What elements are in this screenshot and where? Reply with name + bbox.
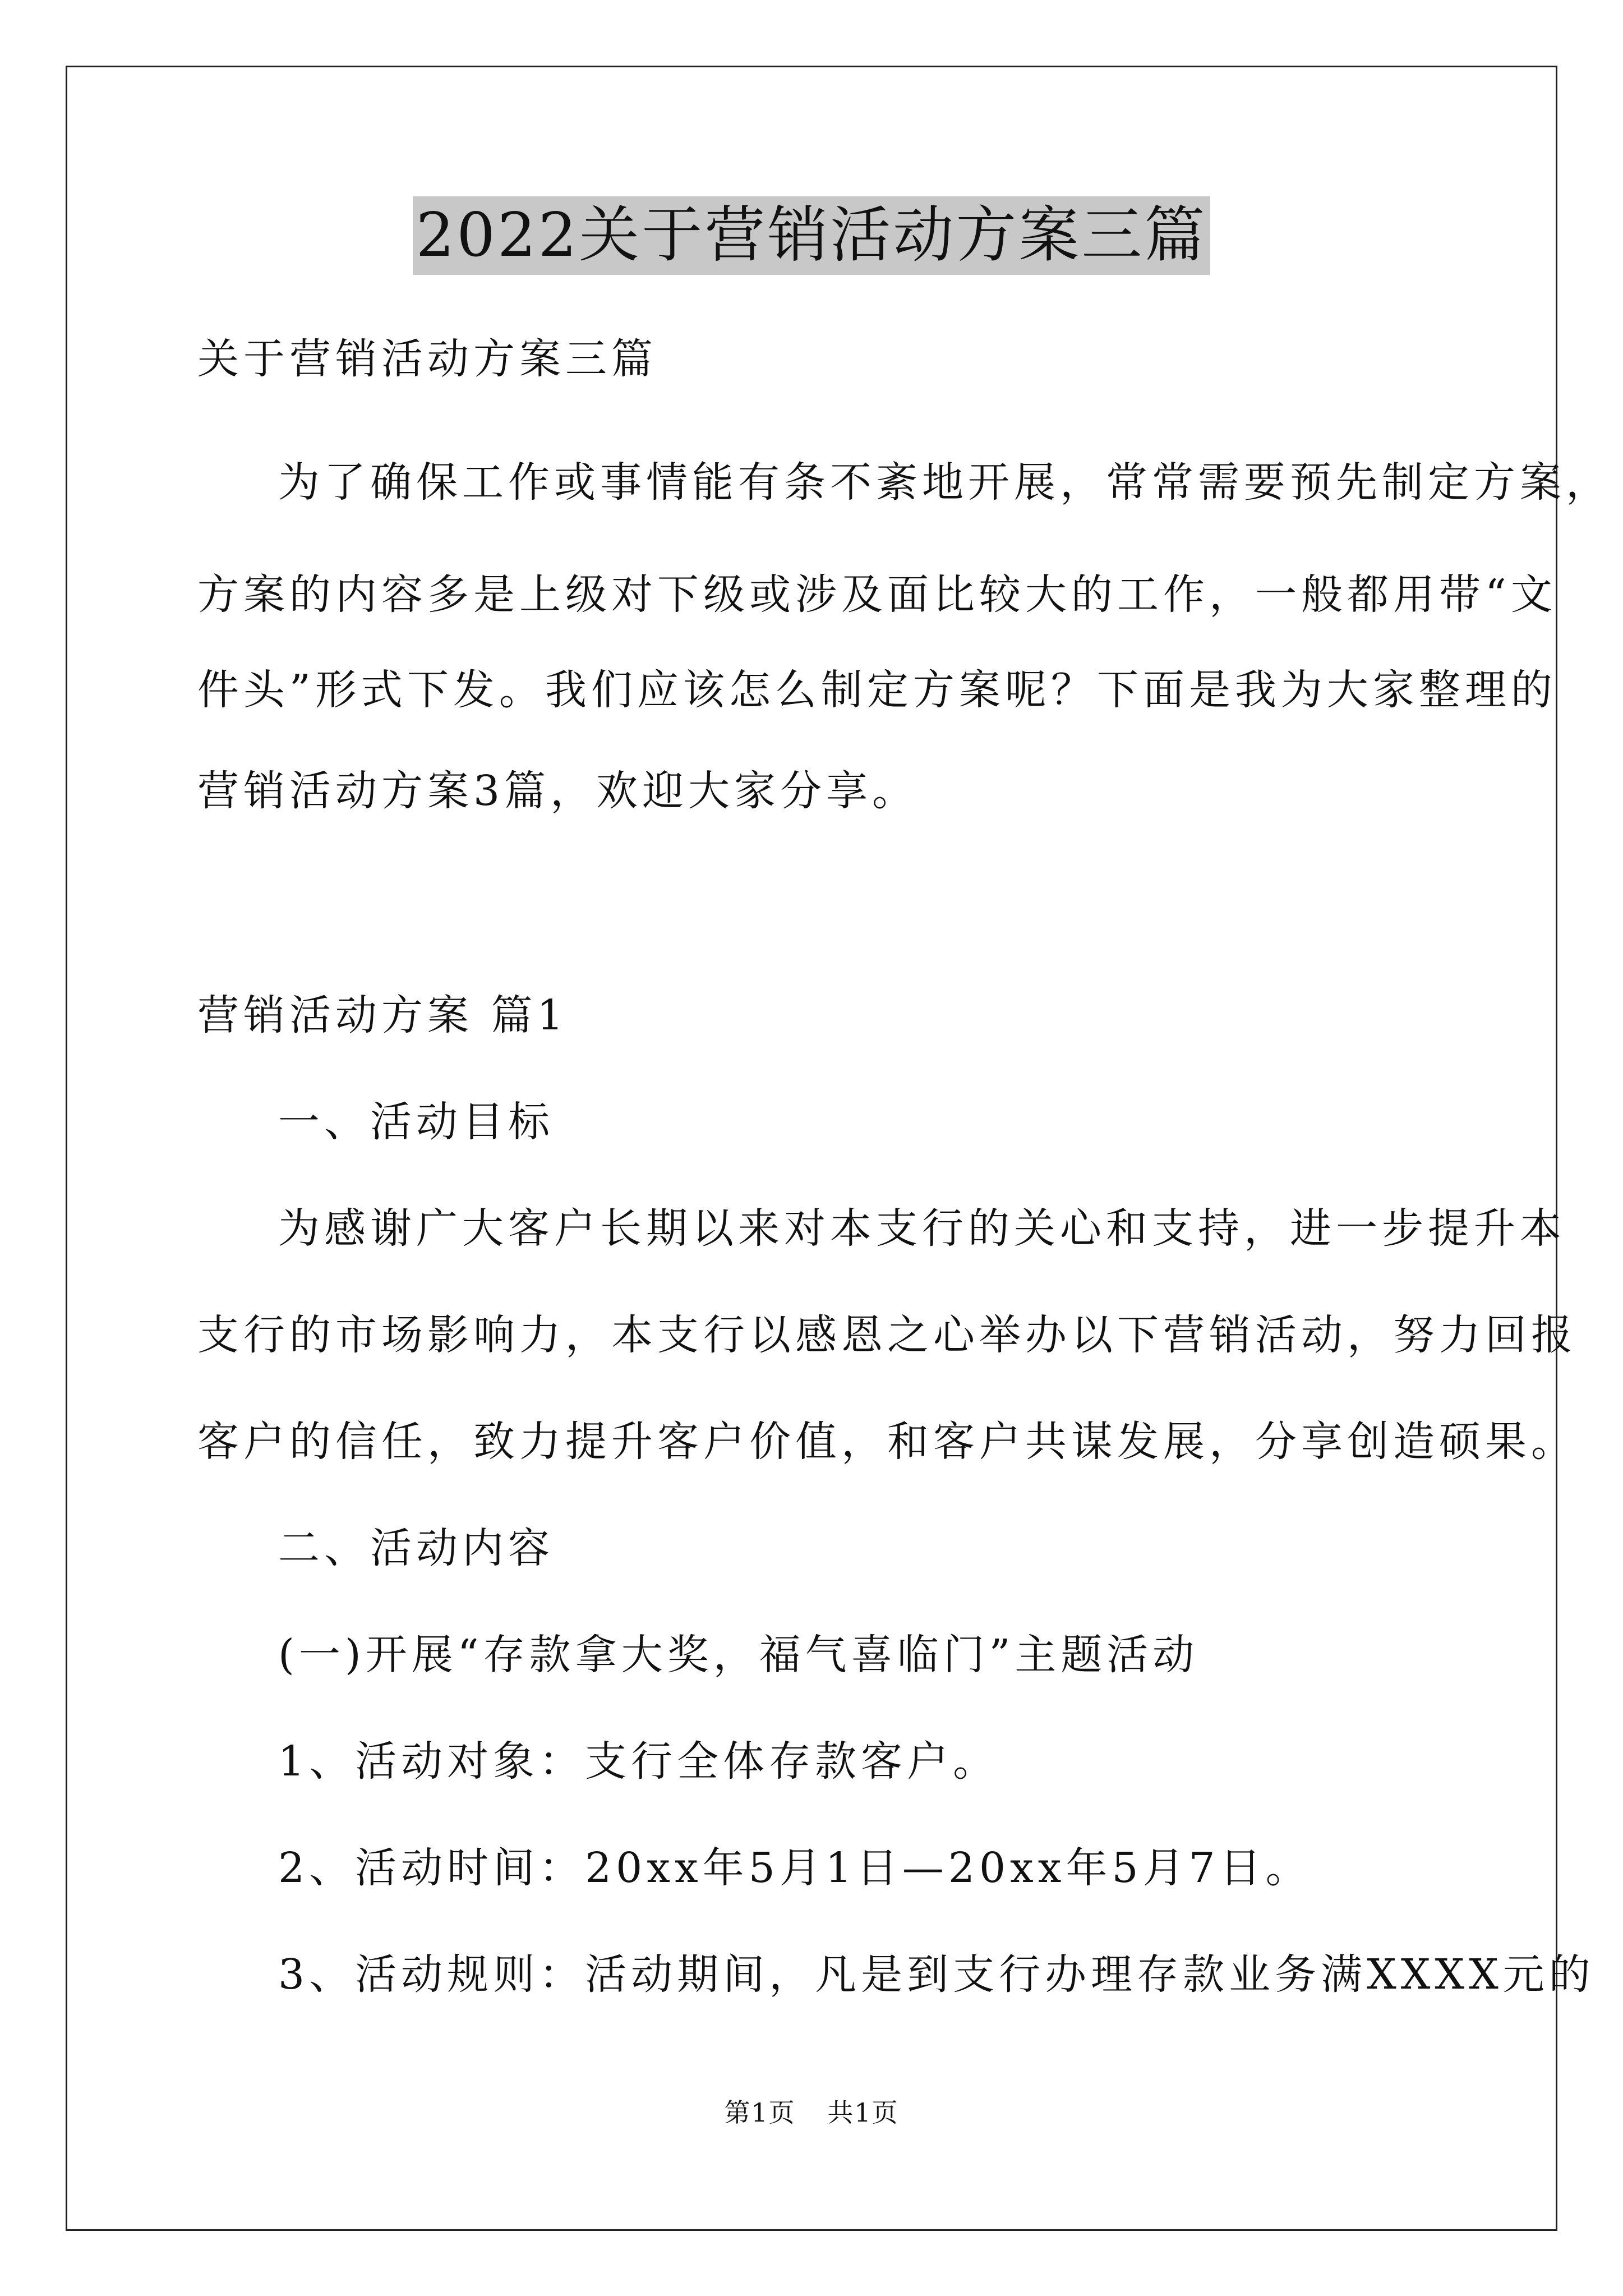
section-heading: 营销活动方案 篇1 — [197, 991, 568, 1039]
subtitle: 关于营销活动方案三篇 — [197, 335, 657, 383]
page-footer — [0, 2092, 1623, 2129]
sub-heading: (一)开展“存款拿大奖，福气喜临门”主题活动 — [278, 1631, 1199, 1679]
intro-line-4: 营销活动方案3篇，欢迎大家分享。 — [197, 767, 919, 815]
page-number: 第1页 — [724, 2097, 796, 2128]
document-title: 2022关于营销活动方案三篇 — [413, 196, 1211, 275]
page-total: 共1页 — [827, 2097, 899, 2128]
list-item: 1、活动对象：支行全体存款客户。 — [278, 1737, 999, 1786]
title-wrap — [0, 196, 1623, 275]
goal-line-1: 为感谢广大客户长期以来对本支行的关心和支持，进一步提升本 — [278, 1204, 1566, 1253]
list-item: 2、活动时间：20xx年5月1日—20xx年5月7日。 — [278, 1844, 1312, 1892]
list-item: 3、活动规则：活动期间，凡是到支行办理存款业务满XXXX元的 — [278, 1950, 1595, 1999]
goal-heading: 一、活动目标 — [278, 1098, 554, 1146]
goal-line-2: 支行的市场影响力，本支行以感恩之心举办以下营销活动，努力回报 — [197, 1311, 1577, 1359]
intro-line-3: 件头”形式下发。我们应该怎么制定方案呢？下面是我为大家整理的 — [197, 666, 1557, 714]
intro-line-2: 方案的内容多是上级对下级或涉及面比较大的工作，一般都用带“文 — [197, 570, 1557, 619]
intro-line-1: 为了确保工作或事情能有条不紊地开展，常常需要预先制定方案， — [278, 458, 1612, 507]
content-heading: 二、活动内容 — [278, 1524, 554, 1572]
goal-line-3: 客户的信任，致力提升客户价值，和客户共谋发展，分享创造硕果。 — [197, 1418, 1577, 1466]
